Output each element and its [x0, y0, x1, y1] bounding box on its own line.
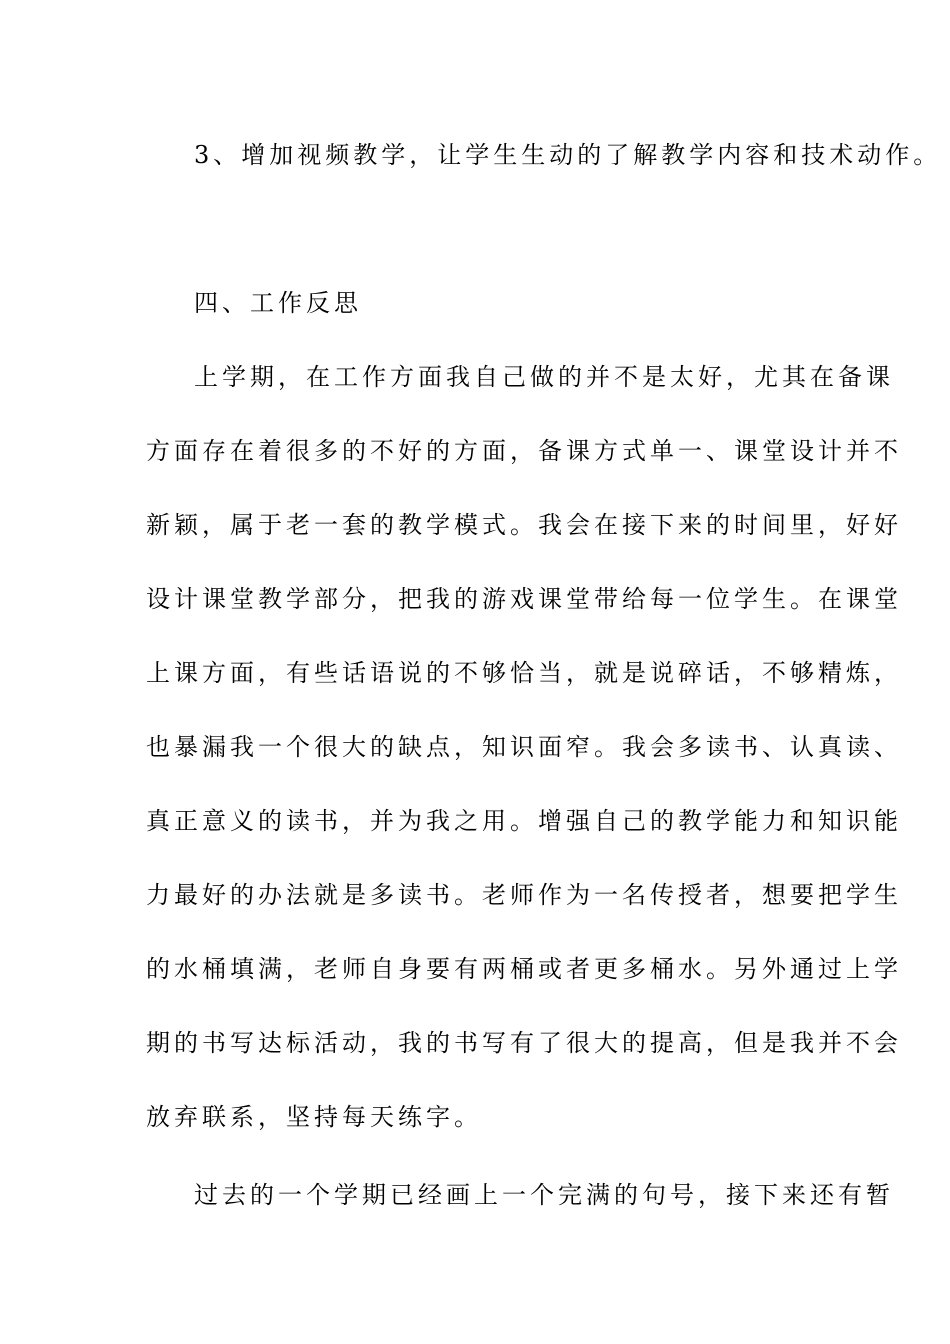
paragraph-line: 上课方面，有些话语说的不够恰当，就是说碎话，不够精炼， [146, 659, 902, 687]
paragraph-line: 新颖，属于老一套的教学模式。我会在接下来的时间里，好好 [146, 511, 902, 539]
paragraph-line: 力最好的办法就是多读书。老师作为一名传授者，想要把学生 [146, 881, 902, 909]
list-item-3: 3、增加视频教学，让学生生动的了解教学内容和技术动作。 [194, 141, 942, 169]
paragraph-line: 放弃联系，坚持每天练字。 [146, 1103, 482, 1131]
paragraph-line: 过去的一个学期已经画上一个完满的句号，接下来还有暂 [194, 1181, 894, 1209]
paragraph-line: 方面存在着很多的不好的方面，备课方式单一、课堂设计并不 [146, 437, 902, 465]
paragraph-line: 也暴漏我一个很大的缺点，知识面窄。我会多读书、认真读、 [146, 733, 902, 761]
paragraph-line: 真正意义的读书，并为我之用。增强自己的教学能力和知识能 [146, 807, 902, 835]
paragraph-line: 期的书写达标活动，我的书写有了很大的提高，但是我并不会 [146, 1029, 902, 1057]
paragraph-line: 上学期，在工作方面我自己做的并不是太好，尤其在备课 [194, 363, 894, 391]
section-heading: 四、工作反思 [194, 289, 362, 317]
paragraph-line: 设计课堂教学部分，把我的游戏课堂带给每一位学生。在课堂 [146, 585, 902, 613]
paragraph-line: 的水桶填满，老师自身要有两桶或者更多桶水。另外通过上学 [146, 955, 902, 983]
